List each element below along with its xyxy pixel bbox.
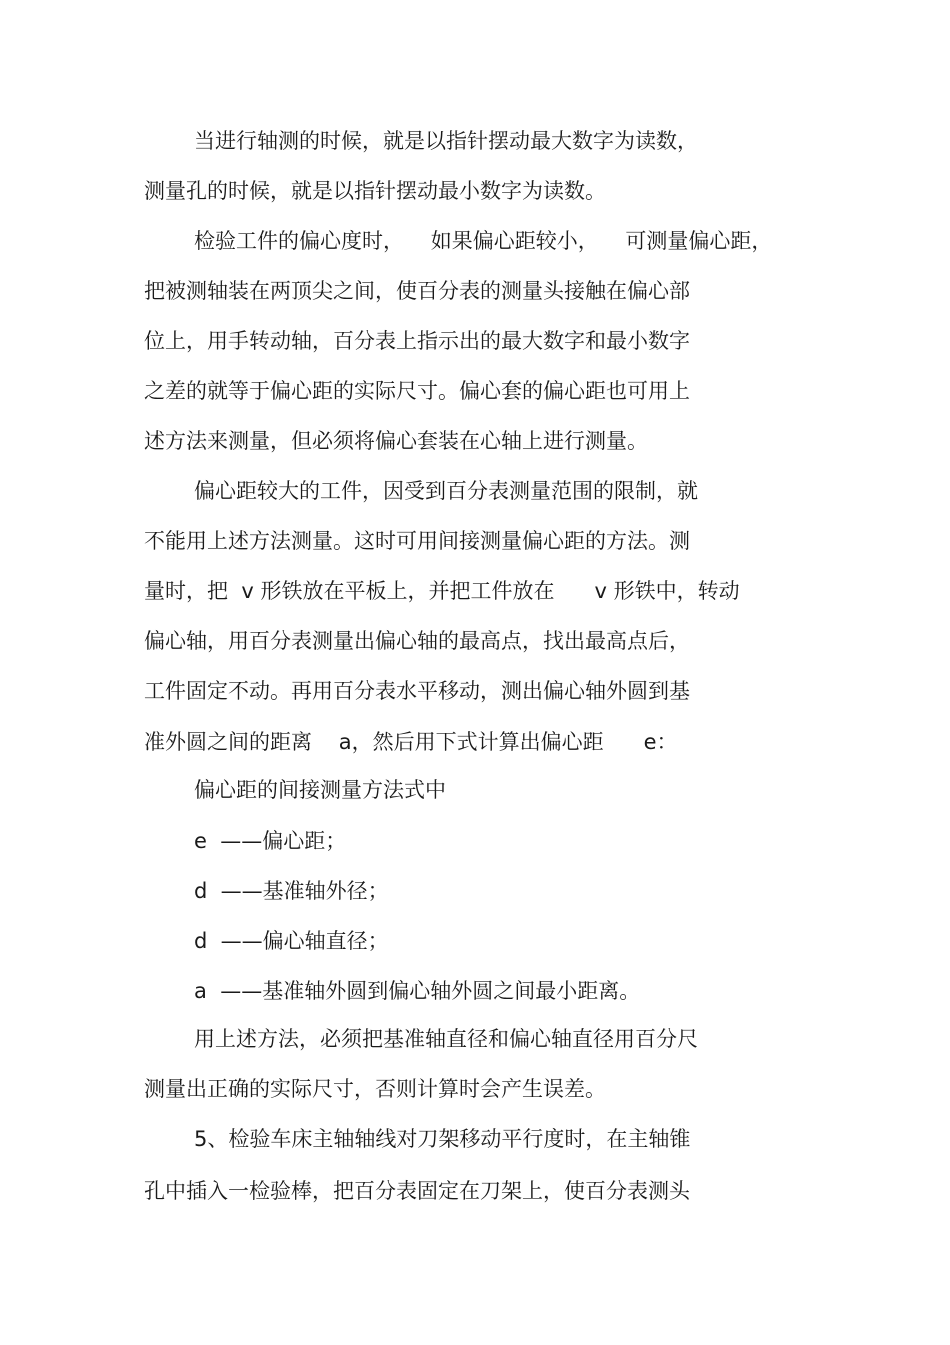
text-line: 5、检验车床主轴轴线对刀架移动平行度时，在主轴锥	[194, 1127, 691, 1151]
text-line: 当进行轴测的时候，就是以指针摆动最大数字为读数，	[194, 129, 698, 153]
text-line: 测量出正确的实际尺寸，否则计算时会产生误差。	[144, 1077, 606, 1101]
text-line: 把被测轴装在两顶尖之间，使百分表的测量头接触在偏心部	[144, 279, 690, 303]
definition-line: a ——基准轴外圆到偏心轴外圆之间最小距离。	[194, 979, 641, 1003]
text-line: 之差的就等于偏心距的实际尺寸。偏心套的偏心距也可用上	[144, 379, 690, 403]
text-line: 量时，把 v 形铁放在平板上，并把工件放在 v 形铁中，转动	[144, 579, 740, 603]
text-line: 工件固定不动。再用百分表水平移动，测出偏心轴外圆到基	[144, 679, 690, 703]
text-line: 准外圆之间的距离 a，然后用下式计算出偏心距 e：	[144, 730, 678, 754]
text-line: 检验工件的偏心度时， 如果偏心距较小， 可测量偏心距，	[194, 229, 773, 253]
text-line: 述方法来测量，但必须将偏心套装在心轴上进行测量。	[144, 429, 648, 453]
definition-line: d ——偏心轴直径；	[194, 929, 389, 953]
definition-line: e ——偏心距；	[194, 829, 347, 853]
text-line: 偏心距的间接测量方法式中	[194, 778, 446, 802]
definition-line: d ——基准轴外径；	[194, 879, 389, 903]
text-line: 孔中插入一检验棒，把百分表固定在刀架上，使百分表测头	[144, 1179, 690, 1203]
text-line: 偏心轴，用百分表测量出偏心轴的最高点，找出最高点后，	[144, 629, 690, 653]
text-line: 用上述方法，必须把基准轴直径和偏心轴直径用百分尺	[194, 1027, 698, 1051]
text-line: 不能用上述方法测量。这时可用间接测量偏心距的方法。测	[144, 529, 690, 553]
text-line: 位上，用手转动轴，百分表上指示出的最大数字和最小数字	[144, 329, 690, 353]
text-line: 偏心距较大的工件，因受到百分表测量范围的限制，就	[194, 479, 698, 503]
text-line: 测量孔的时候，就是以指针摆动最小数字为读数。	[144, 179, 606, 203]
